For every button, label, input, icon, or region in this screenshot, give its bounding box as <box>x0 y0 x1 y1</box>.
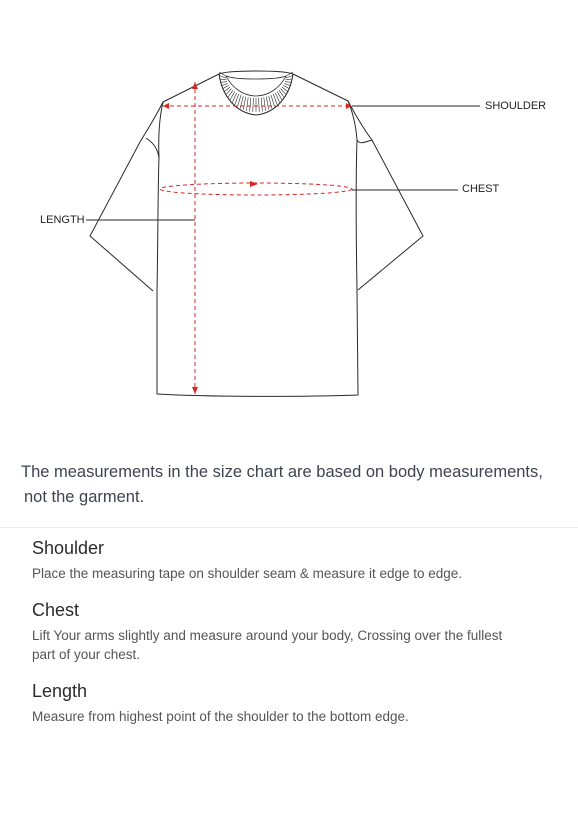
length-measure <box>192 82 198 394</box>
chest-description <box>32 626 552 664</box>
chest-description-line1: Lift Your arms slightly and measure around your body, Crossing over the fullest <box>32 628 503 643</box>
chest-label: CHEST <box>462 183 500 195</box>
tshirt-outline <box>90 74 423 396</box>
shoulder-section <box>32 537 552 583</box>
length-section <box>32 680 552 726</box>
shoulder-label: SHOULDER <box>485 100 547 112</box>
measurement-note-line2: not the garment. <box>24 488 145 506</box>
tshirt-right-sleeve <box>348 101 423 290</box>
measurement-note <box>21 460 566 510</box>
measurement-note-line1: The measurements in the size chart are based on body measurements, <box>21 463 543 481</box>
chest-title: Chest <box>32 600 80 620</box>
leader-lines <box>86 106 480 220</box>
tshirt-body <box>157 74 358 396</box>
divider <box>0 527 578 528</box>
length-description: Measure from highest point of the shoulder to the bottom edge. <box>32 709 409 724</box>
chest-description-line2: part of your chest. <box>32 647 141 662</box>
chest-measure <box>160 181 352 195</box>
chest-section <box>32 599 552 664</box>
length-label: LENGTH <box>40 214 85 226</box>
length-title: Length <box>32 681 88 701</box>
shoulder-title: Shoulder <box>32 538 105 558</box>
shoulder-description: Place the measuring tape on shoulder seam & measure it edge to edge. <box>32 566 463 581</box>
collar <box>219 71 293 115</box>
tshirt-left-sleeve <box>90 102 163 291</box>
